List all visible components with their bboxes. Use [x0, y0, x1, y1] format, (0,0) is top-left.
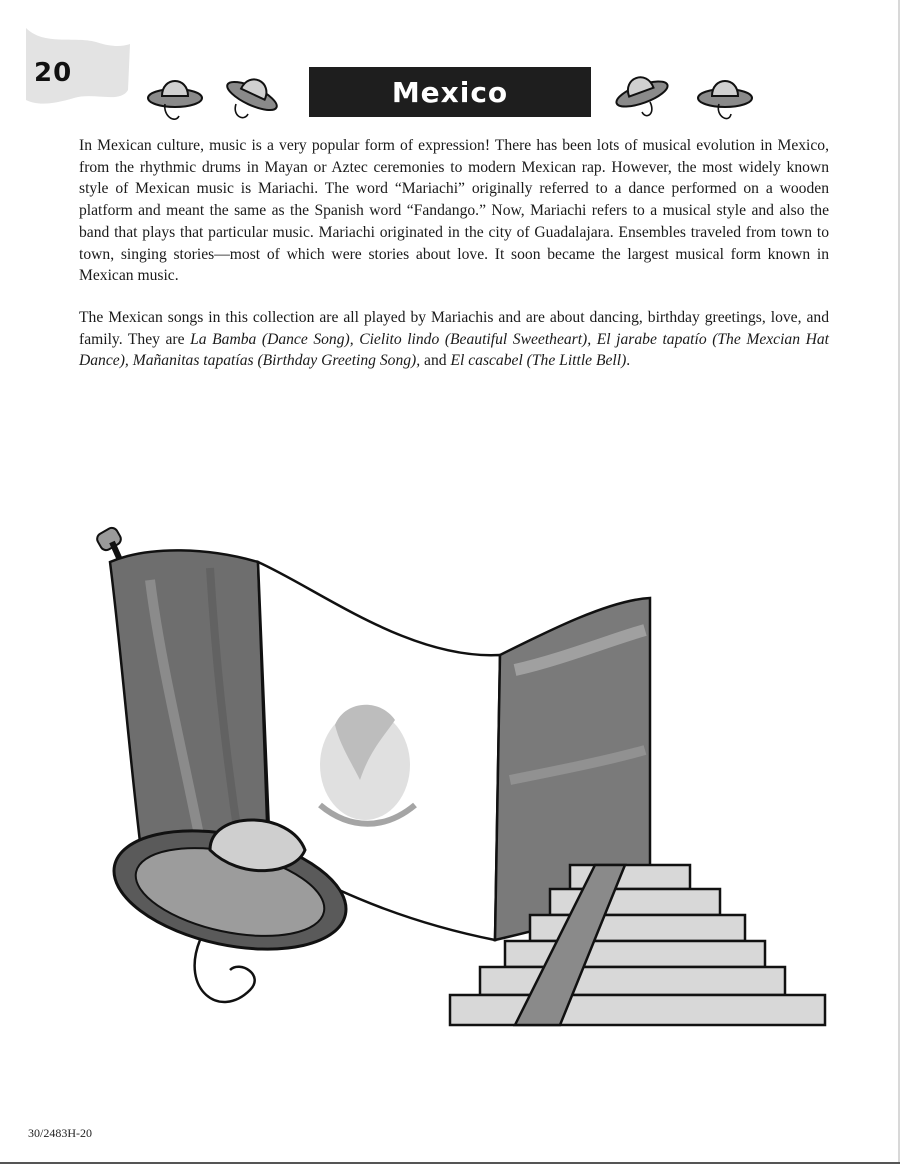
page-number: 20 — [34, 58, 73, 88]
sombrero-icon — [145, 68, 205, 128]
title-banner — [309, 67, 591, 117]
mexico-illustration — [90, 520, 840, 1080]
sombrero-icon — [612, 64, 672, 124]
songs-conjunction: and — [420, 352, 451, 370]
song-title: La Bamba (Dance Song), — [190, 330, 354, 348]
flag-pole-icon — [95, 526, 123, 560]
songs-paragraph — [79, 307, 829, 372]
page-title: Mexico — [391, 75, 509, 109]
sombrero-icon — [695, 68, 755, 128]
footer-code: 30/2483H-20 — [28, 1126, 92, 1140]
songs-end: . — [626, 352, 631, 370]
song-title: El cascabel (The Little Bell) — [450, 352, 627, 370]
song-title: El jarabe tapatío (The Mexcian Hat Dance), — [79, 330, 829, 370]
intro-paragraph: In Mexican culture, music is a very popular form of expression! There has been lots of musical evolution in Mexico, from the rhythmic drums in Mayan or Aztec ceremonies to modern Mexican rap. However, the most widely known style of Mexican music is Mariachi. The word “Mariachi” originally referred to a dance performed on a wooden platform and meant the same as the Spanish word “Fandango.” Now, Mariachi refers to a musical style and also the band that plays that particular music. Mariachi originated in the city of Guadalajara. Ensembles traveled from town to town, singing stories—most of which were stories about love. It soon became the largest musical form known in Mexican music. — [79, 137, 829, 285]
sombrero-icon — [222, 66, 282, 126]
song-title: Mañanitas tapatías (Birthday Greeting Song), — [132, 352, 421, 370]
songs-intro: The Mexican songs in this collection are all played by Mariachis and are about dancing, birthday greetings, love, and family. They are — [79, 309, 829, 348]
song-title: Cielito lindo (Beautiful Sweetheart), — [359, 330, 592, 348]
